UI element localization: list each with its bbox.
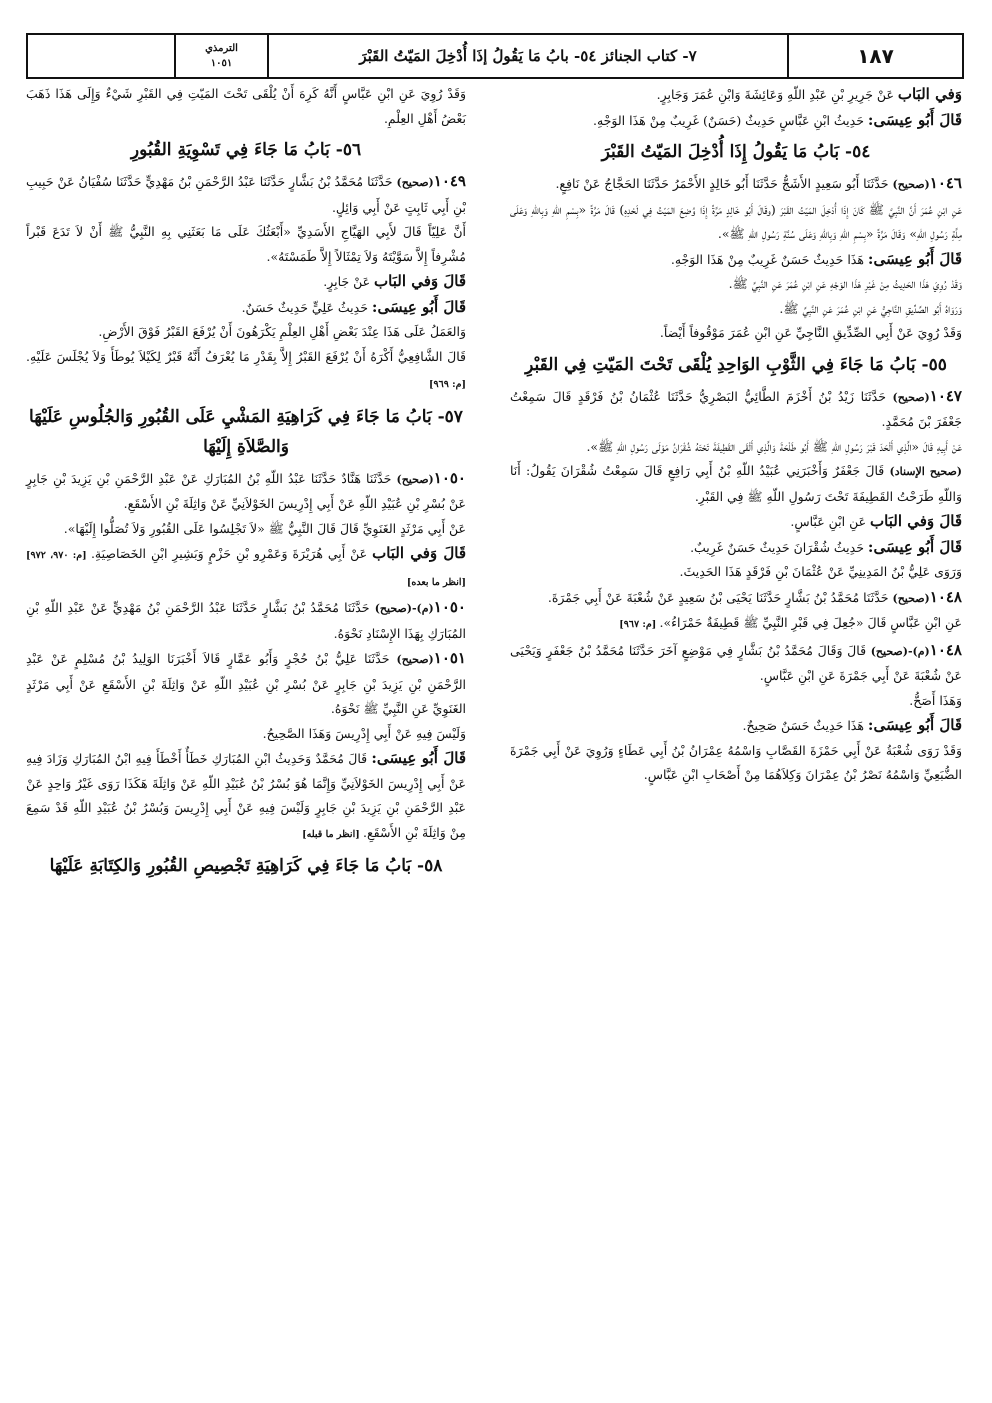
left-column (26, 82, 466, 885)
bold-lead: قَالَ أَبُو عِيسَى: (371, 297, 466, 316)
bold-lead: قَالَ أَبُو عِيسَى: (371, 749, 467, 767)
text-paragraph (510, 611, 962, 638)
text-paragraph (510, 198, 962, 247)
hadith-number: ١٠٥٠ (433, 598, 466, 616)
text-paragraph (510, 739, 962, 788)
chapter-heading: ٥٤- بَابُ مَا يَقُولُ إِذَا أُدْخِلَ المَيّتُ القَبْرَ (601, 142, 871, 162)
hadith-paragraph (26, 646, 466, 722)
text-paragraph (26, 517, 466, 542)
paragraph-text: حَدَّثَنَا مُحَمَّدُ بْنُ بَشَّارٍ حَدَّثَنَا عَبْدُ الرَّحْمَنِ بْنُ مَهْدِيٍّ عَنْ عَبْدِ اللّهِ بْنِ المُبَارَكِ بِهَذَا الإِسْنَادِ نَحْوَهُ. (26, 600, 466, 641)
paragraph-text: حَدَّثَنَا مُحَمَّدُ بْنُ بَشَّارٍ حَدَّثَنَا يَحْيَى بْنُ سَعِيدٍ عَنْ شُعْبَةَ عَنْ أَبِي جَمْرَةَ. (547, 589, 893, 605)
hadith-number: ١٠٥١ (433, 649, 466, 667)
running-header (26, 33, 964, 79)
grading-label: (م)-(صحيح) (870, 644, 930, 658)
grading-label: (صحيح الإسناد) (889, 465, 962, 478)
paragraph-text: قَالَ جَعْفَرٌ وَأَخْبَرَنِي عُبَيْدُ اللّهِ بْنُ أَبِي رَافِعٍ قَالَ سَمِعْتُ شُقْرَانَ يَقُولُ: أَنَا وَاللّهِ طَرَحْتُ القَطِيفَةَ تَحْتَ رَسُولِ اللّهِ ﷺ فِي القَبْرِ. (510, 463, 962, 504)
grading-label: (صحيح) (396, 176, 434, 189)
paragraph-text: حَدَّثَنَا هَنَّادٌ حَدَّثَنَا عَبْدُ اللّهِ بْنُ المُبَارَكِ عَنْ عَبْدِ الرَّحْمَنِ بْنِ يَزِيدَ بْنِ جَابِرٍ عَنْ بُسْرِ بْنِ عُبَيْدِ اللّهِ عَنْ أَبِي إِدْرِيسَ الخَوْلاَنِيِّ عَنْ وَاثِلَةَ بْنِ الأَسْقَعِ. (26, 470, 466, 511)
paragraph-text: وَالعَمَلُ عَلَى هَذَا عِنْدَ بَعْضِ أَهْلِ العِلْمِ يَكْرَهُونَ أَنْ يُرْفَعَ القَبْرُ فَوْقَ الأَرْضِ. (98, 324, 466, 339)
paragraph-text: وَقَدْ رَوَى شُعْبَةُ عَنْ أَبِي حَمْزَةَ القَصَّابِ وَاسْمُهُ عِمْرَانُ بْنُ أَبِي عَطَاءٍ وَرُوِيَ عَنْ أَبِي جَمْرَةَ الضُّبَعِيِّ وَاسْمُهُ نَصْرُ بْنُ عِمْرَانَ وَكِلاَهُمَا مِنْ أَصْحَابِ ابْنِ عَبَّاسٍ. (510, 742, 962, 782)
hadith-paragraph (510, 638, 962, 689)
paragraph-text: عَنِ ابْنِ عَبَّاسٍ قَالَ «جُعِلَ فِي قَبْرِ النَّبِيِّ ﷺ قَطِيفَةٌ حَمْرَاءُ». (659, 615, 962, 630)
bold-lead: قَالَ وَفي البَاب (372, 544, 466, 562)
cross-reference: [م: ٩٧٠، ٩٧٢] [انظر ما بعده] (26, 550, 466, 588)
text-paragraph (510, 297, 962, 322)
bold-lead: قَالَ أَبُو عِيسَى: (867, 249, 962, 268)
paragraph-text: حَدَّثَنَا أَبُو سَعِيدٍ الأَشَجُّ حَدَّثَنَا أَبُو خَالِدٍ الأَحْمَرُ حَدَّثَنَا الحَجَّاجُ عَنْ نَافِعٍ. (555, 176, 893, 191)
paragraph-text: قَالَ وَقَالَ مُحَمَّدُ بْنُ بَشَّارٍ فِي مَوْضِعٍ آخَرَ حَدَّثَنَا مُحَمَّدُ بْنُ جَعْفَرٍ وَيَحْيَى عَنْ شُعْبَةَ عَنْ أَبِي جَمْرَةَ عَنِ ابْنِ عَبَّاسٍ. (510, 642, 962, 683)
text-paragraph (26, 746, 466, 847)
hadith-number: ١٠٤٩ (433, 172, 466, 190)
text-paragraph (26, 320, 466, 345)
hadith-number: ١٠٤٨ (929, 640, 962, 659)
paragraph-text: حَدِيثُ ابْنِ عَبَّاسٍ حَدِيثٌ (حَسَنٌ) غَرِيبٌ مِنْ هَذَا الوَجْهِ. (593, 112, 868, 128)
paragraph-text: وَقَدْ رُوِيَ عَنِ ابْنِ عَبَّاسٍ أَنَّهُ كَرِهَ أَنْ يُلْقَى تَحْتَ المَيّتِ فِي القَبْرِ شَيْءٌ وَإِلَى هَذَا ذَهَبَ بَعْضُ أَهْلِ العِلْمِ. (26, 86, 466, 126)
paragraph-text: هَذَا حَدِيثٌ حَسَنٌ صَحِيحٌ. (742, 718, 868, 733)
paragraph-text: حَدِيثُ شُقْرَانَ حَدِيثٌ حَسَنٌ غَرِيبٌ. (690, 539, 868, 555)
text-paragraph (510, 272, 962, 297)
paragraph-text: عَنْ أَبِيهِ قَالَ «الَّذِي أَلْحَدَ قَبْرَ رَسُولِ اللّهِ ﷺ أَبُو طَلْحَةَ وَالَّذِي أَلْقَى القَطِيفَةَ تَحْتَهُ شُقْرَانُ مَوْلَى رَسُولِ اللّهِ ﷺ». (586, 438, 962, 454)
bold-lead: وَفي البَاب (897, 85, 962, 103)
grading-label: (صحيح) (892, 591, 930, 605)
hadith-number: ١٠٤٨ (929, 587, 962, 606)
text-paragraph (510, 108, 962, 134)
hadith-paragraph (26, 169, 466, 220)
paragraph-text: قَالَ الشَّافِعِيُّ أَكْرَهُ أَنْ يُرْفَعَ القَبْرُ إِلاَّ بِقَدْرِ مَا يُعْرَفُ أَنَّهُ قَبْرٌ لِكَيْلاَ يُوطَأَ وَلاَ يُجْلَسَ عَلَيْهِ. (26, 348, 466, 364)
text-paragraph (26, 220, 466, 269)
paragraph-text: حَدَّثَنَا زَيْدُ بْنُ أَخْزَمَ الطَّائِيُّ البَصْرِيُّ حَدَّثَنَا عُثْمَانُ بْنُ فَرْقَدٍ قَالَ سَمِعْتُ جَعْفَرَ بْنَ مُحَمَّدٍ. (510, 388, 962, 429)
paragraph-text: قَالَ مُحَمَّدٌ وَحَدِيثُ ابْنِ المُبَارَكِ خَطَأٌ أَخْطَأَ فِيهِ ابْنُ المُبَارَكِ وَزَادَ فِيهِ عَنْ أَبِي إِدْرِيسَ الخَوْلاَنِيِّ وَإِنَّمَا هُوَ بُسْرُ بْنُ عُبَيْدِ اللّهِ عَنْ وَاثِلَةَ هَكَذَا رَوَى غَيْرُ وَاحِدٍ عَنْ عَبْدِ الرَّحْمَنِ بْنِ يَزِيدَ بْنِ جَابِرٍ وَلَيْسَ فِيهِ عَنْ أَبِي إِدْرِيسَ وَبُسْرُ بْنُ عُبَيْدِ اللّهِ قَدْ سَمِعَ مِنْ وَاثِلَةَ بْنِ الأَسْقَعِ. (26, 751, 466, 840)
paragraph-text: وَلَيْسَ فِيهِ عَنْ أَبِي إِدْرِيسَ وَهَذَا الصَّحِيحُ. (262, 725, 466, 741)
cross-reference: [م: ٩٦٩] (428, 379, 466, 390)
chapter-heading: ٥٨- بَابُ مَا جَاءَ فِي كَرَاهِيَةِ تَجْصِيصِ القُبُورِ وَالكِتَابَةِ عَلَيْهَا (49, 856, 443, 876)
chapter-heading: ٥٦- بَابُ مَا جَاءَ فِي تَسْوِيَةِ القُبُورِ (130, 140, 362, 160)
chapter-heading: ٥٥- بَابُ مَا جَاءَ فِي الثَّوْبِ الوَاحِدِ يُلْقَى تَحْتَ المَيّتِ فِي القَبْرِ (525, 354, 947, 375)
text-paragraph (510, 713, 962, 739)
hadith-number: ١٠٤٦ (929, 174, 962, 192)
paragraph-text: حَدَّثَنَا مُحَمَّدُ بْنُ بَشَّارٍ حَدَّثَنَا عَبْدُ الرَّحْمَنِ بْنُ مَهْدِيٍّ حَدَّثَنَا سُفْيَانُ عَنْ حَبِيبِ بْنِ أَبِي ثَابِتٍ عَنْ أَبِي وَائِلٍ. (26, 174, 466, 215)
text-paragraph (510, 247, 962, 273)
paragraph-text: وَقَدْ رُوِيَ عَنْ أَبِي الصِّدِّيقِ النَّاجِيِّ عَنِ ابْنِ عُمَرَ مَوْقُوفاً أَيْضاً. (659, 325, 962, 340)
bold-lead: قَالَ أَبُو عِيسَى: (867, 110, 962, 129)
paragraph-text: أَنَّ عَلِيّاً قَالَ لأَبِي الهَيَّاجِ الأَسَدِيِّ «أَبْعَثُكَ عَلَى مَا بَعَثَنِي بِهِ النَّبِيُّ ﷺ أَنْ لاَ تَدَعَ قَبْراً مُشْرِفاً إِلاَّ سَوَّيْتَهُ وَلاَ تِمْثَالاً إِلاَّ طَمَسْتَهُ». (26, 224, 466, 264)
paragraph-text: وَقَدْ رُوِيَ هَذَا الحَدِيثُ مِنْ غَيْرِ هَذَا الوَجْهِ عَنِ ابْنِ عُمَرَ عَنِ النَّبِيِّ ﷺ. (728, 276, 962, 291)
bold-lead: قَالَ وَفي البَاب (870, 512, 962, 530)
hadith-paragraph (510, 585, 962, 612)
paragraph-text: وَرَوَى عَلِيُّ بْنُ المَدِينِيِّ عَنْ عُثْمَانَ بْنِ فَرْقَدٍ هَذَا الحَدِيثَ. (679, 564, 962, 579)
text-paragraph (510, 560, 962, 585)
page-number: ١٨٧ (787, 35, 962, 77)
hadith-number: ١٠٤٧ (929, 386, 962, 405)
paragraph-text: عَنِ ابْنِ عَبَّاسٍ. (790, 514, 871, 529)
paragraph-text: وَهَذَا أَصَحُّ. (909, 692, 962, 708)
cross-reference: [م: ٩٦٧] (619, 619, 660, 630)
text-paragraph (510, 82, 962, 108)
text-paragraph (510, 535, 962, 561)
text-paragraph (26, 541, 466, 595)
text-paragraph (26, 269, 466, 295)
hadith-paragraph (26, 595, 466, 646)
right-column (510, 82, 962, 788)
text-paragraph (510, 321, 962, 346)
reference-book: الترمذي (205, 43, 238, 54)
bold-lead: قَالَ أَبُو عِيسَى: (867, 716, 962, 734)
paragraph-text: عَنْ أَبِي مَرْثَدٍ الغَنَوِيِّ قَالَ قَالَ النَّبِيُّ ﷺ «لاَ تَجْلِسُوا عَلَى القُبُورِ وَلاَ تُصَلُّوا إِلَيْهَا». (63, 520, 466, 536)
paragraph-text: عَنْ أَبِي هُرَيْرَةَ وَعَمْرِو بْنِ حَزْمٍ وَبَشِيرِ ابْنِ الخَصَاصِيَةِ. (90, 546, 373, 561)
paragraph-text: حَدِيثُ عَلِيٍّ حَدِيثٌ حَسَنٌ. (241, 299, 372, 315)
paragraph-text: حَدَّثَنَا عَلِيُّ بْنُ حُجْرٍ وَأَبُو عَمَّارٍ قَالاَ أَخْبَرَنَا الوَلِيدُ بْنُ مُسْلِمٍ عَنْ عَبْدِ الرَّحْمَنِ بْنِ يَزِيدَ بْنِ جَابِرٍ عَنْ بُسْرِ بْنِ عُبَيْدِ اللّهِ عَنْ وَاثِلَةَ بْنِ الأَسْقَعِ عَنْ أَبِي مَرْثَدٍ الغَنَوِيِّ عَنِ النَّبِيِّ ﷺ نَحْوَهُ. (26, 651, 466, 716)
reference-number: ١٠٥١ (210, 58, 233, 69)
header-blank-cell (28, 35, 174, 77)
cross-reference: [انظر ما قبله] (302, 828, 364, 840)
hadith-number: ١٠٥٠ (433, 468, 466, 487)
paragraph-text: عَنْ جَابِرٍ. (323, 274, 375, 289)
reference-box (174, 35, 267, 77)
text-paragraph (26, 295, 466, 321)
chapter-heading: ٥٧- بَابُ مَا جَاءَ فِي كَرَاهِيَةِ المَشْيِ عَلَى القُبُورِ وَالجُلُوسِ عَلَيْهَا وَالصَّلاَةِ إِلَيْهَا (29, 406, 463, 457)
bold-lead: قَالَ وَفي البَاب (374, 272, 466, 290)
paragraph-text: عَنِ ابْنِ عُمَرَ أَنَّ النَّبِيَّ ﷺ كَانَ إِذَا أُدْخِلَ المَيّتُ القَبْرَ (وقَالَ أَبُو خَالِدٍ مَرَّةً إِذَا وُضِعَ المَيّتُ فِي لَحْدِهِ) قَالَ مَرَّةً «بِسْمِ اللّهِ وَبِاللّهِ وَعَلَى مِلَّةِ رَسُولِ اللّهِ» وَقَالَ مَرَّةً «بِسْمِ اللّهِ وَبِاللّهِ وَعَلَى سُنَّةِ رَسُولِ اللّهِ ﷺ». (510, 201, 962, 241)
text-paragraph (510, 459, 962, 509)
running-title: ٧- كتاب الجنائز ٥٤- بابُ مَا يَقُولُ إذَا أُدْخِلَ المَيّتُ القَبْرَ (267, 35, 787, 77)
text-paragraph (26, 345, 466, 398)
grading-label: (صحيح) (892, 178, 930, 191)
text-paragraph (510, 689, 962, 714)
grading-label: (صحيح) (892, 390, 930, 404)
grading-label: (م)-(صحيح) (374, 602, 434, 615)
bold-lead: قَالَ أَبُو عِيسَى: (867, 537, 962, 556)
text-paragraph (26, 82, 466, 131)
paragraph-text: هَذَا حَدِيثٌ حَسَنٌ غَرِيبٌ مِنْ هَذَا الوَجْهِ. (670, 251, 868, 267)
text-paragraph (26, 722, 466, 747)
hadith-paragraph (510, 384, 962, 435)
text-paragraph (510, 435, 962, 460)
hadith-paragraph (26, 466, 466, 517)
paragraph-text: عَنْ جَرِيرِ بْنِ عَبْدِ اللّهِ وَعَائِشَةَ وَابْنِ عُمَرَ وَجَابِرٍ. (656, 87, 898, 102)
grading-label: (صحيح) (396, 653, 434, 666)
hadith-paragraph (510, 171, 962, 198)
grading-label: (صحيح) (396, 472, 434, 486)
text-paragraph (510, 509, 962, 535)
paragraph-text: وَرَوَاهُ أَبُو الصِّدِّيقِ النَّاجِيُّ عَنِ ابْنِ عُمَرَ عَنِ النَّبِيِّ ﷺ. (779, 300, 962, 316)
